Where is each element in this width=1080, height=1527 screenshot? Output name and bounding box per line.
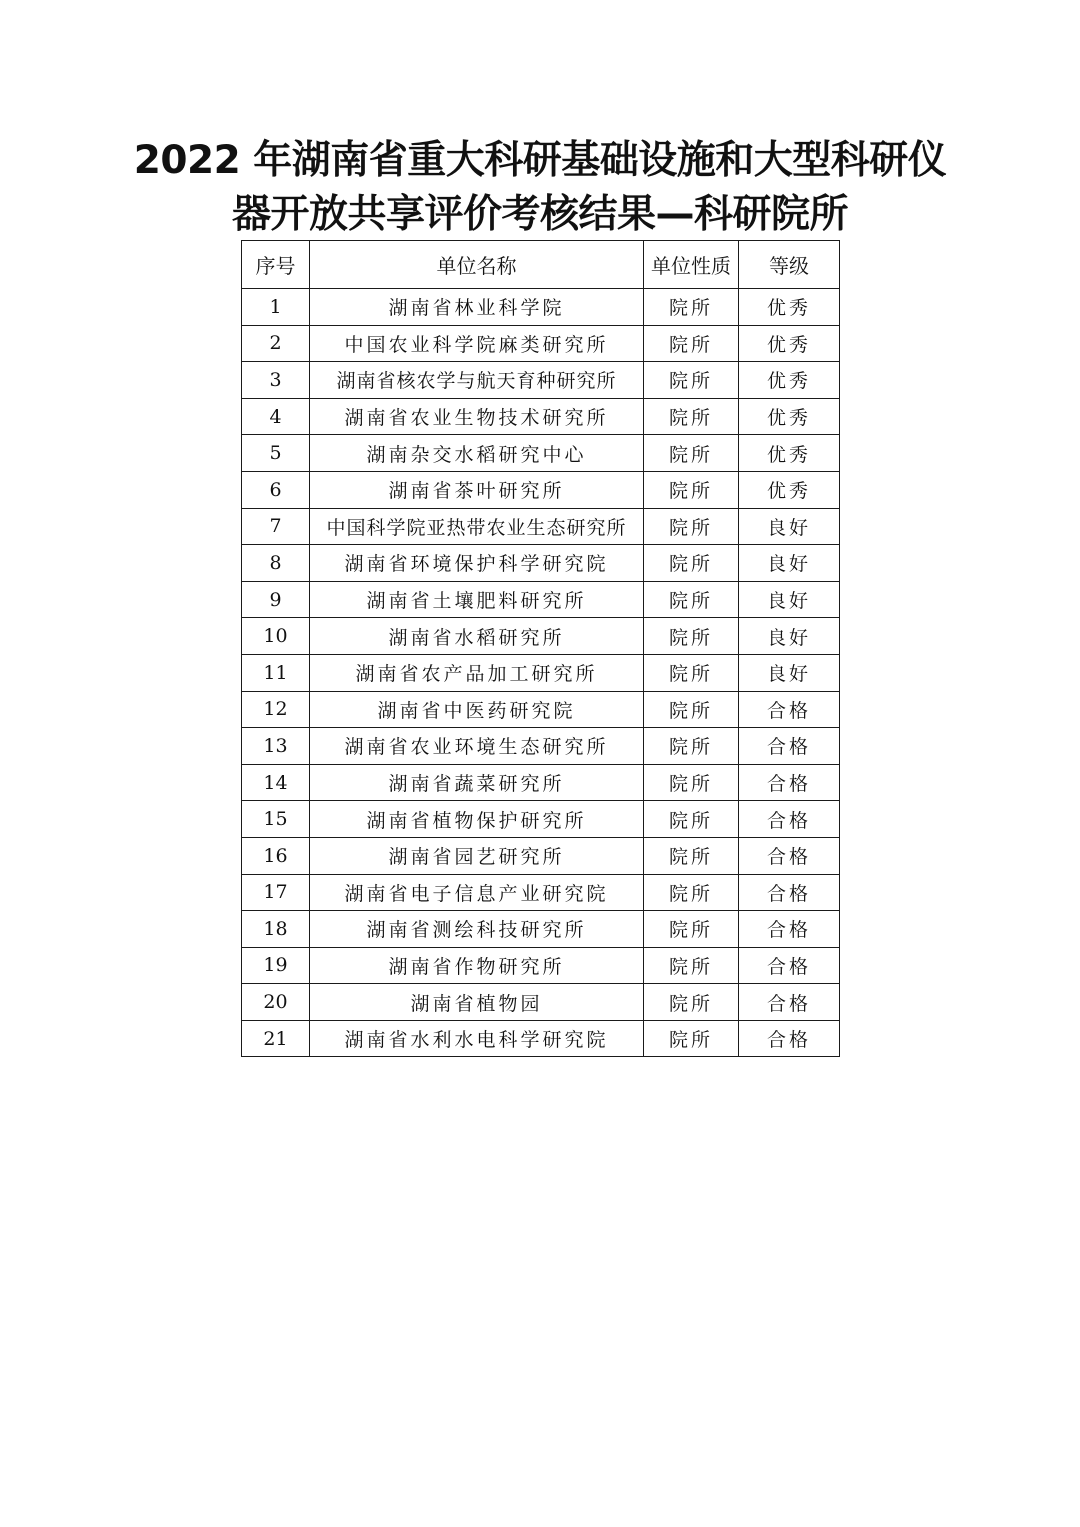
- cell-unit-name: 湖南省植物园: [310, 984, 644, 1021]
- cell-grade: 良好: [739, 618, 840, 655]
- cell-serial-number: 12: [242, 691, 310, 728]
- cell-unit-name: 湖南省蔬菜研究所: [310, 764, 644, 801]
- cell-unit-type: 院所: [644, 728, 739, 765]
- cell-serial-number: 9: [242, 581, 310, 618]
- table-row: [242, 545, 840, 582]
- cell-grade: 优秀: [739, 435, 840, 472]
- cell-serial-number: 20: [242, 984, 310, 1021]
- cell-grade: 良好: [739, 654, 840, 691]
- cell-grade: 合格: [739, 691, 840, 728]
- cell-unit-type: 院所: [644, 471, 739, 508]
- header-unit-type: 单位性质: [644, 241, 739, 289]
- cell-unit-name: 中国农业科学院麻类研究所: [310, 325, 644, 362]
- table-row: [242, 874, 840, 911]
- cell-unit-type: 院所: [644, 398, 739, 435]
- cell-unit-name: 湖南杂交水稻研究中心: [310, 435, 644, 472]
- cell-unit-name: 湖南省农产品加工研究所: [310, 654, 644, 691]
- cell-grade: 合格: [739, 1020, 840, 1057]
- table-row: [242, 435, 840, 472]
- cell-serial-number: 16: [242, 837, 310, 874]
- cell-grade: 良好: [739, 581, 840, 618]
- cell-grade: 合格: [739, 837, 840, 874]
- cell-grade: 优秀: [739, 471, 840, 508]
- cell-serial-number: 11: [242, 654, 310, 691]
- cell-serial-number: 17: [242, 874, 310, 911]
- table-row: [242, 471, 840, 508]
- cell-unit-type: 院所: [644, 508, 739, 545]
- cell-unit-name: 湖南省园艺研究所: [310, 837, 644, 874]
- cell-unit-name: 湖南省中医药研究院: [310, 691, 644, 728]
- cell-unit-name: 湖南省茶叶研究所: [310, 471, 644, 508]
- cell-unit-name: 湖南省测绘科技研究所: [310, 911, 644, 948]
- cell-serial-number: 14: [242, 764, 310, 801]
- cell-unit-name: 湖南省环境保护科学研究院: [310, 545, 644, 582]
- cell-unit-type: 院所: [644, 362, 739, 399]
- cell-unit-type: 院所: [644, 435, 739, 472]
- cell-grade: 合格: [739, 801, 840, 838]
- cell-unit-type: 院所: [644, 654, 739, 691]
- cell-unit-name: 湖南省水利水电科学研究院: [310, 1020, 644, 1057]
- cell-unit-name: 湖南省土壤肥料研究所: [310, 581, 644, 618]
- cell-unit-type: 院所: [644, 801, 739, 838]
- cell-unit-name: 湖南省作物研究所: [310, 947, 644, 984]
- cell-grade: 合格: [739, 764, 840, 801]
- cell-grade: 优秀: [739, 289, 840, 326]
- cell-unit-name: 湖南省水稻研究所: [310, 618, 644, 655]
- table-row: [242, 764, 840, 801]
- cell-grade: 良好: [739, 508, 840, 545]
- header-grade: 等级: [739, 241, 840, 289]
- cell-unit-type: 院所: [644, 947, 739, 984]
- cell-unit-type: 院所: [644, 837, 739, 874]
- cell-serial-number: 13: [242, 728, 310, 765]
- cell-grade: 优秀: [739, 398, 840, 435]
- cell-unit-type: 院所: [644, 764, 739, 801]
- table-row: [242, 398, 840, 435]
- cell-serial-number: 3: [242, 362, 310, 399]
- cell-unit-type: 院所: [644, 289, 739, 326]
- cell-serial-number: 5: [242, 435, 310, 472]
- table-row: [242, 801, 840, 838]
- table-row: [242, 654, 840, 691]
- table-row: [242, 911, 840, 948]
- cell-unit-name: 湖南省林业科学院: [310, 289, 644, 326]
- table-row: [242, 325, 840, 362]
- results-table: [241, 240, 840, 1057]
- header-serial-number: 序号: [242, 241, 310, 289]
- table-header-row: [242, 241, 840, 289]
- cell-unit-name: 湖南省农业生物技术研究所: [310, 398, 644, 435]
- cell-serial-number: 18: [242, 911, 310, 948]
- cell-grade: 合格: [739, 728, 840, 765]
- cell-grade: 优秀: [739, 362, 840, 399]
- table-row: [242, 837, 840, 874]
- title-line-2: 器开放共享评价考核结果—科研院所: [231, 192, 848, 237]
- table-row: [242, 691, 840, 728]
- table-row: [242, 508, 840, 545]
- cell-unit-type: 院所: [644, 984, 739, 1021]
- cell-unit-name: 湖南省植物保护研究所: [310, 801, 644, 838]
- cell-serial-number: 7: [242, 508, 310, 545]
- table-body: [242, 289, 840, 1057]
- cell-unit-type: 院所: [644, 618, 739, 655]
- cell-serial-number: 21: [242, 1020, 310, 1057]
- cell-unit-type: 院所: [644, 874, 739, 911]
- cell-serial-number: 6: [242, 471, 310, 508]
- table-row: [242, 728, 840, 765]
- cell-unit-name: 中国科学院亚热带农业生态研究所: [310, 508, 644, 545]
- table-row: [242, 947, 840, 984]
- cell-unit-type: 院所: [644, 581, 739, 618]
- cell-unit-type: 院所: [644, 911, 739, 948]
- cell-unit-type: 院所: [644, 325, 739, 362]
- table-row: [242, 1020, 840, 1057]
- cell-grade: 良好: [739, 545, 840, 582]
- table-row: [242, 618, 840, 655]
- cell-grade: 合格: [739, 984, 840, 1021]
- document-title: [0, 136, 1080, 240]
- cell-unit-name: 湖南省核农学与航天育种研究所: [310, 362, 644, 399]
- table-row: [242, 984, 840, 1021]
- cell-serial-number: 8: [242, 545, 310, 582]
- cell-grade: 合格: [739, 874, 840, 911]
- cell-serial-number: 1: [242, 289, 310, 326]
- cell-unit-type: 院所: [644, 545, 739, 582]
- cell-unit-type: 院所: [644, 691, 739, 728]
- cell-unit-name: 湖南省电子信息产业研究院: [310, 874, 644, 911]
- cell-grade: 合格: [739, 911, 840, 948]
- cell-serial-number: 19: [242, 947, 310, 984]
- cell-grade: 优秀: [739, 325, 840, 362]
- cell-serial-number: 15: [242, 801, 310, 838]
- header-unit-name: 单位名称: [310, 241, 644, 289]
- table-row: [242, 289, 840, 326]
- cell-serial-number: 4: [242, 398, 310, 435]
- cell-unit-type: 院所: [644, 1020, 739, 1057]
- cell-serial-number: 2: [242, 325, 310, 362]
- table-row: [242, 581, 840, 618]
- cell-grade: 合格: [739, 947, 840, 984]
- table-row: [242, 362, 840, 399]
- title-line-1: 2022 年湖南省重大科研基础设施和大型科研仪: [133, 138, 947, 183]
- cell-serial-number: 10: [242, 618, 310, 655]
- cell-unit-name: 湖南省农业环境生态研究所: [310, 728, 644, 765]
